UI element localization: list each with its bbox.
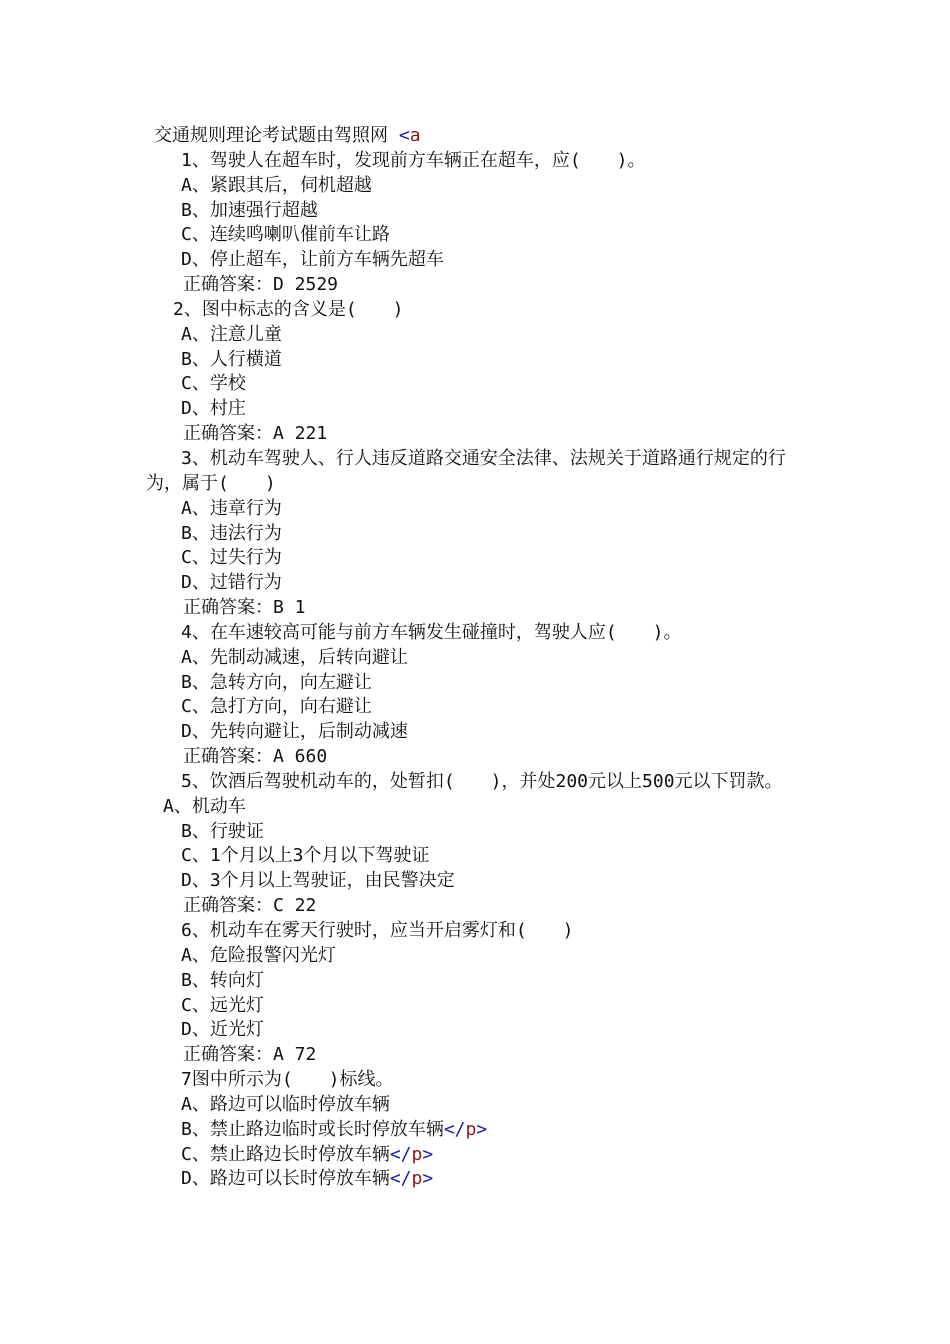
question-1-option-d: D、停止超车，让前方车辆先超车 [181,249,444,271]
question-2-answer: 正确答案：A 221 [183,423,328,445]
question-7-option-c [146,1143,816,1168]
question-2-option-c: C、学校 [181,373,246,395]
option-text: D、路边可以长时停放车辆 [181,1168,390,1190]
question-4-option-b: B、急转方向，向左避让 [181,671,372,693]
question-2-option-d: D、村庄 [181,398,246,420]
question-5-option-d: D、3个月以上驾驶证，由民警决定 [181,870,455,892]
question-4-option-a: A、先制动减速，后转向避让 [181,646,408,668]
question-3-option-d: D、过错行为 [181,572,282,594]
question-7: 7图中所示为( )标线。 [181,1069,394,1091]
question-3-option-a: A、违章行为 [181,497,282,519]
option-text: C、禁止路边长时停放车辆 [181,1143,390,1165]
question-5: 5、饮酒后驾驶机动车的，处暂扣( )，并处200元以上500元以下罚款。 [181,770,783,792]
title-text: 交通规则理论考试题由驾照网 [154,125,399,146]
question-1-answer: 正确答案：D 2529 [183,274,339,296]
html-tag-name: p [411,1168,423,1190]
question-7-option-a: A、路边可以临时停放车辆 [181,1093,390,1115]
html-tag-bracket: > [476,1118,488,1140]
html-tag-bracket: < [398,125,410,146]
question-1: 1、驾驶人在超车时，发现前方车辆正在超车，应( )。 [181,149,646,171]
question-6-option-c: C、远光灯 [181,994,264,1016]
html-tag-name: a [409,125,421,146]
html-tag-bracket: > [422,1143,434,1165]
question-2: 2、图中标志的含义是( ) [173,298,404,320]
question-1-option-a: A、紧跟其后，伺机超越 [181,174,372,196]
question-6: 6、机动车在雾天行驶时，应当开启雾灯和( ) [181,920,574,941]
question-4-answer: 正确答案：A 660 [183,746,328,768]
html-tag-bracket: </ [389,1143,412,1165]
question-5-option-b: B、行驶证 [181,820,264,842]
question-2-option-b: B、人行横道 [181,348,282,370]
question-6-option-d: D、近光灯 [181,1019,264,1041]
question-3: 3、机动车驾驶人、行人违反道路交通安全法律、法规关于道路通行规定的行为，属于( ) [146,447,786,494]
question-4: 4、在车速较高可能与前方车辆发生碰撞时，驾驶人应( )。 [181,621,682,643]
document-title [146,124,816,149]
html-tag-bracket: </ [389,1168,412,1190]
question-6-option-a: A、危险报警闪光灯 [181,944,336,966]
question-4-option-d: D、先转向避让，后制动减速 [181,721,408,743]
question-5-option-a: A、机动车 [163,795,246,817]
question-7-option-d [146,1167,816,1192]
question-3-option-c: C、过失行为 [181,547,282,569]
question-2-option-a: A、注意儿童 [181,323,282,345]
question-5-answer: 正确答案：C 22 [183,895,317,917]
question-1-option-c: C、连续鸣喇叭催前车让路 [181,224,390,246]
exam-document [146,124,816,1192]
question-6-option-b: B、转向灯 [181,969,264,991]
question-3-answer: 正确答案：B 1 [183,597,306,619]
question-1-option-b: B、加速强行超越 [181,199,318,221]
question-4-option-c: C、急打方向，向右避让 [181,696,372,718]
html-tag-name: p [465,1118,477,1140]
html-tag-name: p [411,1143,423,1165]
question-5-option-c: C、1个月以上3个月以下驾驶证 [181,845,430,867]
question-3-option-b: B、违法行为 [181,522,282,544]
question-7-option-b [146,1118,816,1143]
html-tag-bracket: </ [443,1118,466,1140]
question-6-answer: 正确答案：A 72 [183,1044,317,1066]
option-text: B、禁止路边临时或长时停放车辆 [181,1118,444,1140]
html-tag-bracket: > [422,1168,434,1190]
